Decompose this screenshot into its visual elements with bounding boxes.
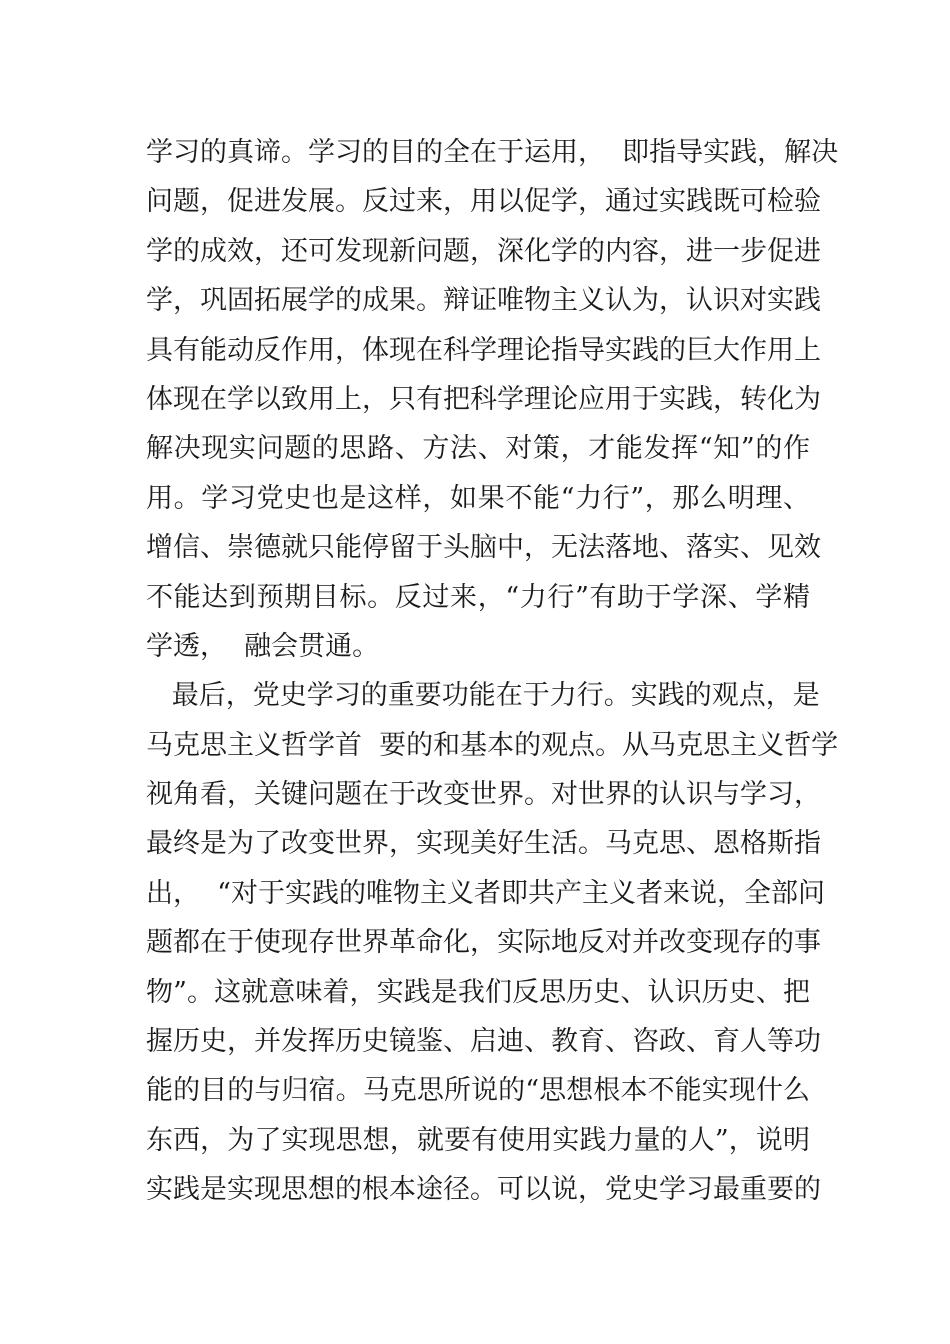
text-line: 最终是为了改变世界，实现美好生活。马克思、恩格斯指 xyxy=(146,828,821,860)
text-line: 具有能动反作用，体现在科学理论指导实践的巨大作用上 xyxy=(146,334,821,366)
text-line: 东西，为了实现思想，就要有使用实践力量的人”，说明 xyxy=(146,1124,810,1156)
text-line: 学透， 融会贯通。 xyxy=(146,630,380,662)
text-line: 学习的真谛。学习的目的全在于运用， 即指导实践，解决 xyxy=(146,137,839,168)
text-line: 题都在于使现存世界革命化，实际地反对并改变现存的事 xyxy=(146,927,821,959)
text-line: 不能达到预期目标。反过来，“力行”有助于学深、学精 xyxy=(146,581,810,613)
text-line: 增信、崇德就只能停留于头脑中，无法落地、落实、见效 xyxy=(146,532,821,564)
text-line: 实践是实现思想的根本途径。可以说，党史学习最重要的 xyxy=(146,1174,821,1206)
text-line: 物”。这就意味着，实践是我们反思历史、认识历史、把 xyxy=(146,976,810,1008)
text-line: 学，巩固拓展学的成果。辩证唯物主义认为，认识对实践 xyxy=(146,285,821,317)
text-line: 学的成效，还可发现新问题，深化学的内容，进一步促进 xyxy=(146,235,821,267)
text-line: 体现在学以致用上，只有把科学理论应用于实践，转化为 xyxy=(146,383,821,415)
body-text xyxy=(146,128,839,1215)
text-line: 视角看，关键问题在于改变世界。对世界的认识与学习， xyxy=(146,779,821,811)
text-line: 能的目的与归宿。马克思所说的“思想根本不能实现什么 xyxy=(146,1075,810,1107)
text-line: 用。学习党史也是这样，如果不能“力行”，那么明理、 xyxy=(146,482,810,514)
text-line: 最后，党史学习的重要功能在于力行。实践的观点，是 xyxy=(146,680,820,712)
text-line: 出， “对于实践的唯物主义者即共产主义者来说，全部问 xyxy=(146,877,825,909)
text-line: 解决现实问题的思路、方法、对策，才能发挥“知”的作 xyxy=(146,433,810,465)
text-line: 问题，促进发展。反过来，用以促学，通过实践既可检验 xyxy=(146,186,821,218)
text-line: 握历史，并发挥历史镜鉴、启迪、教育、咨政、育人等功 xyxy=(146,1026,821,1058)
text-line: 马克思主义哲学首 要的和基本的观点。从马克思主义哲学 xyxy=(146,729,839,761)
